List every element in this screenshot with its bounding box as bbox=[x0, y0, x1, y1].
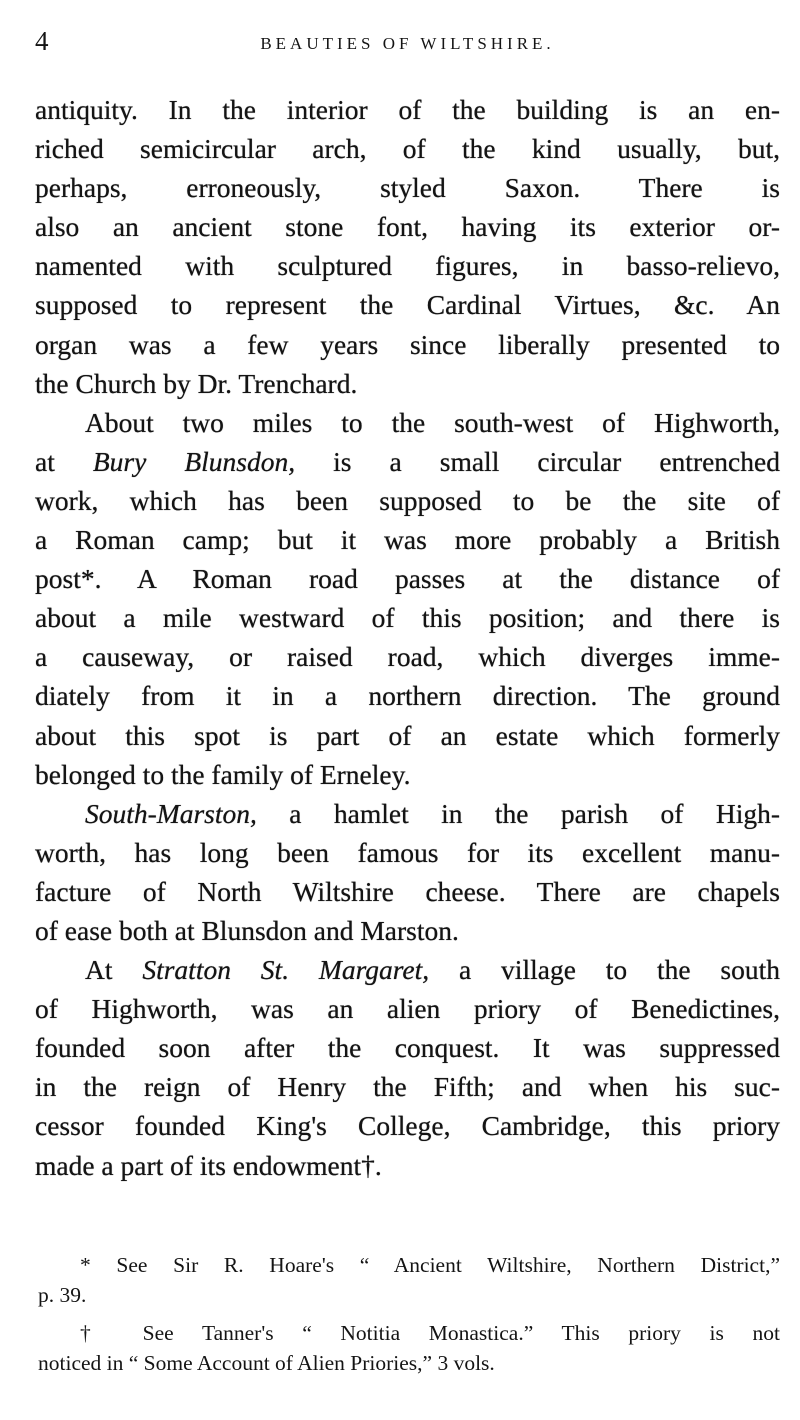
text-line bbox=[35, 716, 780, 755]
footnotes bbox=[38, 1250, 780, 1378]
text-line bbox=[35, 559, 780, 598]
text-run: namented with sculptured figures, in basso-relievo, bbox=[35, 250, 780, 282]
running-title: BEAUTIES OF WILTSHIRE. bbox=[260, 34, 555, 53]
text-run: in the reign of Henry the Fifth; and when his suc- bbox=[35, 1071, 780, 1103]
text-line bbox=[35, 755, 780, 794]
text-run: worth, has long been famous for its excellent manu- bbox=[35, 836, 780, 868]
text-line bbox=[35, 1028, 780, 1067]
text-run: about this spot is part of an estate which formerly bbox=[35, 719, 780, 751]
text-run: of ease both at Blunsdon and Marston. bbox=[35, 914, 459, 946]
text-line bbox=[35, 676, 780, 715]
text-run: antiquity. In the interior of the building is an en- bbox=[35, 94, 780, 125]
text-run: also an ancient stone font, having its exterior or- bbox=[35, 211, 780, 243]
text-run: about a mile westward of this position; and there is bbox=[35, 602, 780, 634]
text-line bbox=[35, 403, 780, 442]
text-run: the Church by Dr. Trenchard. bbox=[35, 367, 358, 399]
text-run: a village to the south bbox=[429, 954, 780, 986]
page-number: 4 bbox=[35, 26, 49, 56]
text-line bbox=[35, 129, 780, 168]
text-line bbox=[35, 598, 780, 637]
text-line bbox=[35, 911, 780, 950]
italic-place-name: Stratton St. Margaret, bbox=[142, 954, 430, 986]
text-line bbox=[35, 950, 780, 989]
text-line bbox=[35, 872, 780, 911]
italic-place-name: South-Marston, bbox=[85, 797, 257, 829]
footnote-line: * See Sir R. Hoare's “ Ancient Wiltshire, Northern District,” bbox=[80, 1253, 780, 1277]
text-line bbox=[35, 1146, 780, 1185]
text-run: work, which has been supposed to be the site of bbox=[35, 484, 780, 516]
text-run: diately from it in a northern direction. The ground bbox=[35, 680, 780, 712]
text-run: at bbox=[35, 445, 93, 477]
text-run: At bbox=[85, 954, 143, 986]
text-run: made a part of its endowment†. bbox=[35, 1149, 382, 1181]
text-run: cessor founded King's College, Cambridge, this priory bbox=[35, 1110, 780, 1142]
text-line bbox=[35, 325, 780, 364]
footnote-line: p. 39. bbox=[38, 1283, 87, 1307]
text-line bbox=[35, 794, 780, 833]
text-run: About two miles to the south-west of Highworth, bbox=[85, 406, 780, 438]
text-run: supposed to represent the Cardinal Virtues, &c. An bbox=[35, 289, 780, 321]
text-run: organ was a few years since liberally presented to bbox=[35, 328, 780, 360]
text-line bbox=[35, 520, 780, 559]
text-line bbox=[35, 90, 780, 129]
body-text bbox=[35, 90, 780, 1185]
text-run: a causeway, or raised road, which diverges imme- bbox=[35, 641, 780, 673]
text-run: perhaps, erroneously, styled Saxon. There is bbox=[35, 172, 780, 204]
text-line bbox=[35, 1067, 780, 1106]
text-line bbox=[35, 442, 780, 481]
italic-place-name: Bury Blunsdon, bbox=[92, 445, 296, 477]
text-line bbox=[35, 168, 780, 207]
text-run: of Highworth, was an alien priory of Benedictines, bbox=[35, 993, 780, 1025]
text-run: a Roman camp; but it was more probably a British bbox=[35, 524, 780, 556]
text-run: belonged to the family of Erneley. bbox=[35, 758, 411, 790]
running-header bbox=[35, 26, 780, 60]
footnote-line: † See Tanner's “ Notitia Monastica.” This priory is not bbox=[80, 1321, 780, 1345]
footnote-line: noticed in “ Some Account of Alien Priories,” 3 vols. bbox=[38, 1351, 495, 1375]
text-line bbox=[35, 285, 780, 324]
text-run: riched semicircular arch, of the kind usually, but, bbox=[35, 133, 780, 165]
text-run: facture of North Wiltshire cheese. There are chapels bbox=[35, 875, 780, 907]
text-line bbox=[35, 833, 780, 872]
text-run: founded soon after the conquest. It was suppressed bbox=[35, 1032, 780, 1064]
text-line bbox=[35, 989, 780, 1028]
text-line bbox=[35, 1106, 780, 1145]
text-line bbox=[35, 246, 780, 285]
text-run: a hamlet in the parish of High- bbox=[256, 797, 780, 829]
text-line bbox=[35, 364, 780, 403]
text-line bbox=[35, 637, 780, 676]
text-line bbox=[35, 207, 780, 246]
text-run: post*. A Roman road passes at the distance of bbox=[35, 563, 780, 595]
text-run: is a small circular entrenched bbox=[295, 445, 780, 477]
text-line bbox=[35, 481, 780, 520]
